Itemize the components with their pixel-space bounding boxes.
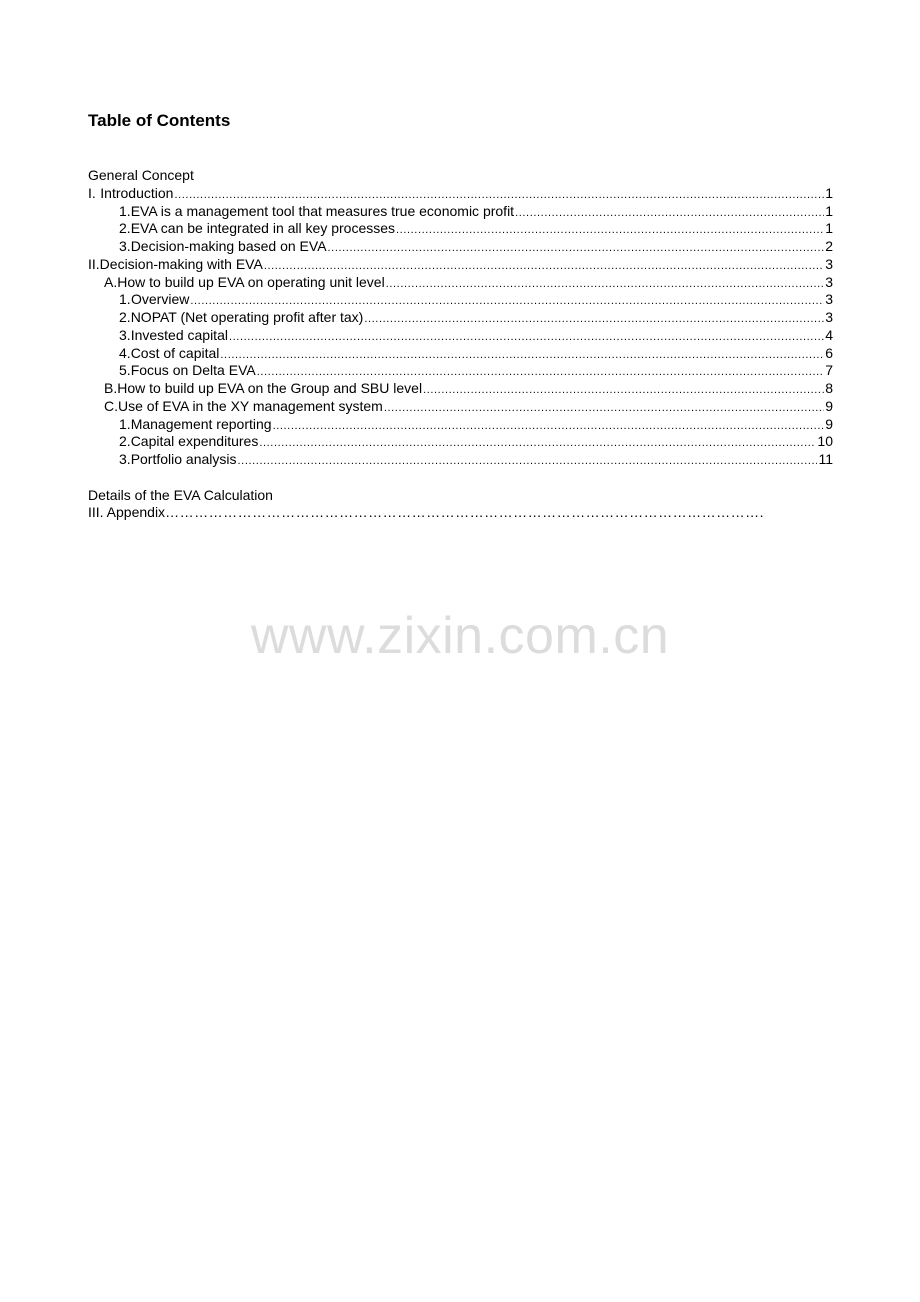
toc-entry-leader (423, 382, 824, 400)
toc-entry[interactable] (88, 220, 833, 238)
toc-entry-number: 2. (119, 220, 131, 237)
toc-entry-page-number: 3 (825, 255, 833, 272)
toc-entry-text: Use of EVA in the XY management system (118, 397, 383, 414)
toc-entry-leader: ……………………………………………………………………………………………………………. (165, 504, 764, 521)
toc-entry-leader (259, 435, 816, 453)
toc-entry-text: EVA can be integrated in all key processes (130, 220, 396, 237)
toc-entry-number: 1. (119, 202, 131, 219)
toc-entry-leader (384, 400, 824, 418)
toc-entry[interactable] (88, 274, 833, 292)
toc-entry-page-number: 3 (825, 309, 833, 325)
toc-entry-text: Focus on Delta EVA (130, 362, 256, 379)
toc-entry[interactable] (88, 433, 833, 451)
toc-entry-page-number: 2 (825, 238, 833, 254)
toc-entry-number: I. (88, 184, 96, 201)
toc-entry-number: 3. (119, 326, 131, 343)
toc-entry-page-number: 1 (825, 202, 833, 219)
toc-entry-text: How to build up EVA on the Group and SBU level (117, 380, 423, 396)
toc-entry-leader (229, 329, 824, 347)
toc-entry-appendix[interactable] (88, 504, 818, 522)
toc-entry-number: 1. (119, 415, 131, 432)
toc-entry-number: 3. (119, 238, 131, 254)
watermark-text: www.zixin.com.cn (250, 607, 670, 665)
toc-entry-text: Capital expenditures (130, 433, 259, 450)
toc-entry-page-number: 11 (818, 451, 833, 467)
toc-entry-page-number: 1 (825, 220, 833, 237)
toc-entry-text: Overview (131, 291, 190, 308)
toc-entry-number: 2. (119, 309, 131, 325)
toc-entry[interactable] (88, 291, 833, 309)
toc-entry[interactable] (88, 327, 833, 345)
toc-entry[interactable] (88, 309, 833, 327)
toc-entry[interactable] (88, 185, 833, 203)
toc-entry-text: How to build up EVA on operating unit level (117, 273, 385, 290)
toc-entry-number: 5. (119, 362, 131, 379)
toc-entry-leader (273, 418, 825, 436)
toc-entry-text: Decision-making based on EVA (130, 238, 327, 254)
toc-entry-page-number: 7 (825, 362, 833, 379)
toc-entry-text: III. Appendix (88, 504, 166, 521)
toc-entry-page-number: 9 (825, 415, 833, 432)
toc-entry[interactable] (88, 256, 833, 274)
toc-entry-text: Introduction (100, 184, 174, 201)
toc-entry-text: EVA is a management tool that measures true economic profit (130, 202, 515, 219)
page-title: Table of Contents (88, 111, 231, 130)
toc-entry-page-number: 4 (825, 326, 833, 343)
toc-entry-text: Invested capital (130, 326, 228, 343)
table-of-contents (88, 167, 833, 522)
toc-entry-page-number: 6 (825, 344, 833, 361)
toc-entry[interactable] (88, 238, 833, 256)
toc-entry-text: Decision-making with EVA (99, 255, 263, 272)
toc-entry-text: Cost of capital (130, 344, 220, 361)
toc-entry-page-number: 3 (825, 273, 833, 290)
toc-entry-leader (386, 276, 824, 294)
toc-entry[interactable] (88, 451, 833, 469)
toc-entry-page-number: 9 (825, 397, 833, 414)
toc-entry-leader (238, 453, 818, 471)
spacer (88, 469, 833, 487)
toc-entry[interactable] (88, 203, 833, 221)
toc-entry-leader (220, 347, 824, 365)
toc-entry-number: II. (88, 255, 100, 272)
toc-entry-number: 4. (119, 344, 131, 361)
toc-entry[interactable] (88, 362, 833, 380)
toc-entry-leader (396, 222, 824, 240)
toc-entries (88, 185, 833, 469)
toc-entry-number: 3. (119, 451, 131, 467)
toc-entry-number: 2. (119, 433, 131, 450)
toc-entry-page-number: 10 (817, 433, 833, 450)
toc-entry-leader (328, 240, 825, 258)
toc-entry-leader (364, 311, 824, 329)
toc-entry-text: NOPAT (Net operating profit after tax) (130, 309, 364, 325)
toc-entry[interactable] (88, 416, 833, 434)
toc-entry-number: C. (104, 397, 118, 414)
toc-entry-page-number: 3 (825, 291, 833, 308)
toc-entry[interactable] (88, 380, 833, 398)
toc-entry-page-number: 8 (825, 380, 833, 396)
toc-entry[interactable] (88, 398, 833, 416)
toc-entry[interactable] (88, 345, 833, 363)
toc-entry-number: B. (104, 380, 118, 396)
toc-entry-number: 1. (119, 291, 131, 308)
toc-entry-number: A. (104, 273, 118, 290)
toc-entry-page-number: 1 (825, 184, 833, 201)
toc-entry-text: Management reporting (130, 415, 272, 432)
toc-entry-text: Portfolio analysis (130, 451, 237, 467)
section-heading-general-concept: General Concept (88, 167, 194, 183)
section-heading-details: Details of the EVA Calculation (88, 486, 273, 503)
toc-entry-leader (515, 205, 824, 223)
